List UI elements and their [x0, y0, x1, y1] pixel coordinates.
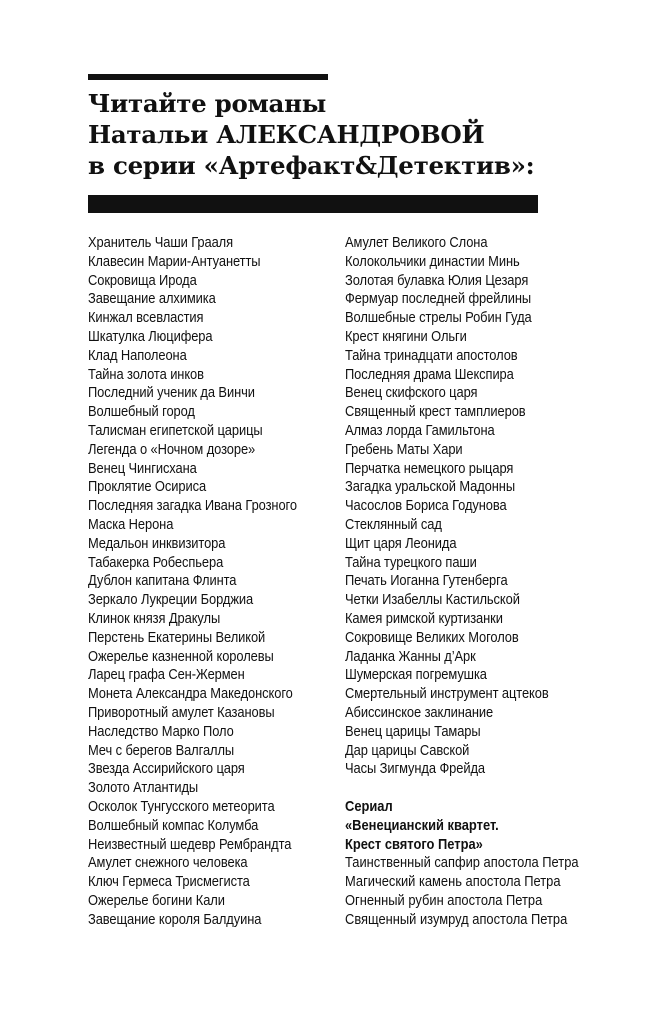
right-title-list [345, 234, 582, 779]
list-item: Венец скифского царя [345, 384, 478, 402]
list-item: Ключ Гермеса Трисмегиста [88, 873, 250, 891]
list-item: Загадка уральской Мадонны [345, 478, 516, 496]
list-item: Звезда Ассирийского царя [88, 760, 245, 778]
list-item: Легенда о «Ночном дозоре» [88, 440, 256, 458]
list-item: Священный крест тамплиеров [345, 403, 526, 421]
list-item: Дар царицы Савской [345, 741, 470, 759]
list-item: Печать Иоганна Гутенберга [345, 572, 508, 590]
list-item: Маска Нерона [88, 515, 174, 533]
list-item: Клад Наполеона [88, 346, 187, 364]
list-item: Священный изумруд апостола Петра [345, 910, 568, 928]
list-item: Магический камень апостола Петра [345, 873, 561, 891]
list-item: Клавесин Марии-Антуанетты [88, 252, 261, 270]
list-item: Золото Атлантиды [88, 779, 199, 797]
list-item: Волшебный город [88, 403, 195, 421]
list-item: Волшебный компас Колумба [88, 816, 259, 834]
list-item: Стеклянный сад [345, 515, 442, 533]
list-item: Тайна турецкого паши [345, 553, 477, 571]
list-item: Крест княгини Ольги [345, 327, 467, 345]
list-item: Осколок Тунгусского метеорита [88, 797, 275, 815]
list-item: Меч с берегов Валгаллы [88, 741, 235, 759]
list-item: Дублон капитана Флинта [88, 572, 237, 590]
list-item: Последняя загадка Ивана Грозного [88, 497, 297, 515]
heading-bar [88, 195, 538, 213]
list-item: Венец царицы Тамары [345, 722, 481, 740]
list-item: Ладанка Жанны д’Арк [345, 647, 476, 665]
list-item: Тайна тринадцати апостолов [345, 346, 518, 364]
list-item: Монета Александра Македонского [88, 685, 293, 703]
heading-line-1: Читайте романы [88, 89, 326, 118]
series-block [345, 798, 617, 930]
list-item: Огненный рубин апостола Петра [345, 891, 543, 909]
list-item: Табакерка Робеспьера [88, 553, 224, 571]
list-item: Перчатка немецкого рыцаря [345, 459, 514, 477]
list-item: Сокровища Ирода [88, 271, 197, 289]
list-item: Завещание короля Балдуина [88, 910, 262, 928]
list-item: Волшебные стрелы Робин Гуда [345, 309, 532, 327]
series-label: Сериал [345, 798, 393, 815]
list-item: Неизвестный шедевр Рембрандта [88, 835, 292, 853]
list-item: Часы Зигмунда Фрейда [345, 760, 486, 778]
list-item: Камея римской куртизанки [345, 609, 503, 627]
page-heading [88, 88, 534, 181]
list-item: Гребень Маты Хари [345, 440, 463, 458]
list-item: Клинок князя Дракулы [88, 609, 221, 627]
list-item: Амулет снежного человека [88, 854, 248, 872]
list-item: Амулет Великого Слона [345, 234, 488, 251]
list-item: Медальон инквизитора [88, 534, 226, 552]
list-item: Колокольчики династии Минь [345, 252, 520, 270]
series-title-line-2: Крест святого Петра» [345, 835, 483, 853]
list-item: Последняя драма Шекспира [345, 365, 514, 383]
list-item: Перстень Екатерины Великой [88, 628, 266, 646]
list-item: Золотая булавка Юлия Цезаря [345, 271, 529, 289]
list-item: Ожерелье казненной королевы [88, 647, 274, 665]
list-item: Венец Чингисхана [88, 459, 197, 477]
list-item: Сокровище Великих Моголов [345, 628, 519, 646]
list-item: Зеркало Лукреции Борджиа [88, 591, 254, 609]
list-item: Щит царя Леонида [345, 534, 457, 552]
series-title-list [345, 854, 617, 929]
list-item: Завещание алхимика [88, 290, 216, 308]
list-item: Проклятие Осириса [88, 478, 207, 496]
list-item: Кинжал всевластия [88, 309, 204, 327]
list-item: Смертельный инструмент ацтеков [345, 685, 549, 703]
list-item: Четки Изабеллы Кастильской [345, 591, 520, 609]
list-item: Алмаз лорда Гамильтона [345, 421, 495, 439]
heading-line-3: в серии «Артефакт&Детектив»: [88, 151, 535, 180]
list-item: Хранитель Чаши Грааля [88, 234, 234, 251]
list-item: Таинственный сапфир апостола Петра [345, 854, 579, 872]
left-title-list [88, 234, 331, 929]
list-item: Часослов Бориса Годунова [345, 497, 507, 515]
list-item: Последний ученик да Винчи [88, 384, 255, 402]
list-item: Ларец графа Сен-Жермен [88, 666, 245, 684]
list-item: Ожерелье богини Кали [88, 891, 225, 909]
list-item: Шкатулка Люцифера [88, 327, 213, 345]
list-item: Наследство Марко Поло [88, 722, 234, 740]
list-item: Талисман египетской царицы [88, 421, 263, 439]
list-item: Абиссинское заклинание [345, 703, 494, 721]
list-item: Тайна золота инков [88, 365, 204, 383]
list-item: Фермуар последней фрейлины [345, 290, 532, 308]
heading-line-2: Натальи АЛЕКСАНДРОВОЙ [88, 120, 485, 149]
list-item: Шумерская погремушка [345, 666, 487, 684]
list-item: Приворотный амулет Казановы [88, 703, 275, 721]
series-title-line-1: «Венецианский квартет. [345, 816, 499, 834]
top-rule [88, 74, 328, 80]
